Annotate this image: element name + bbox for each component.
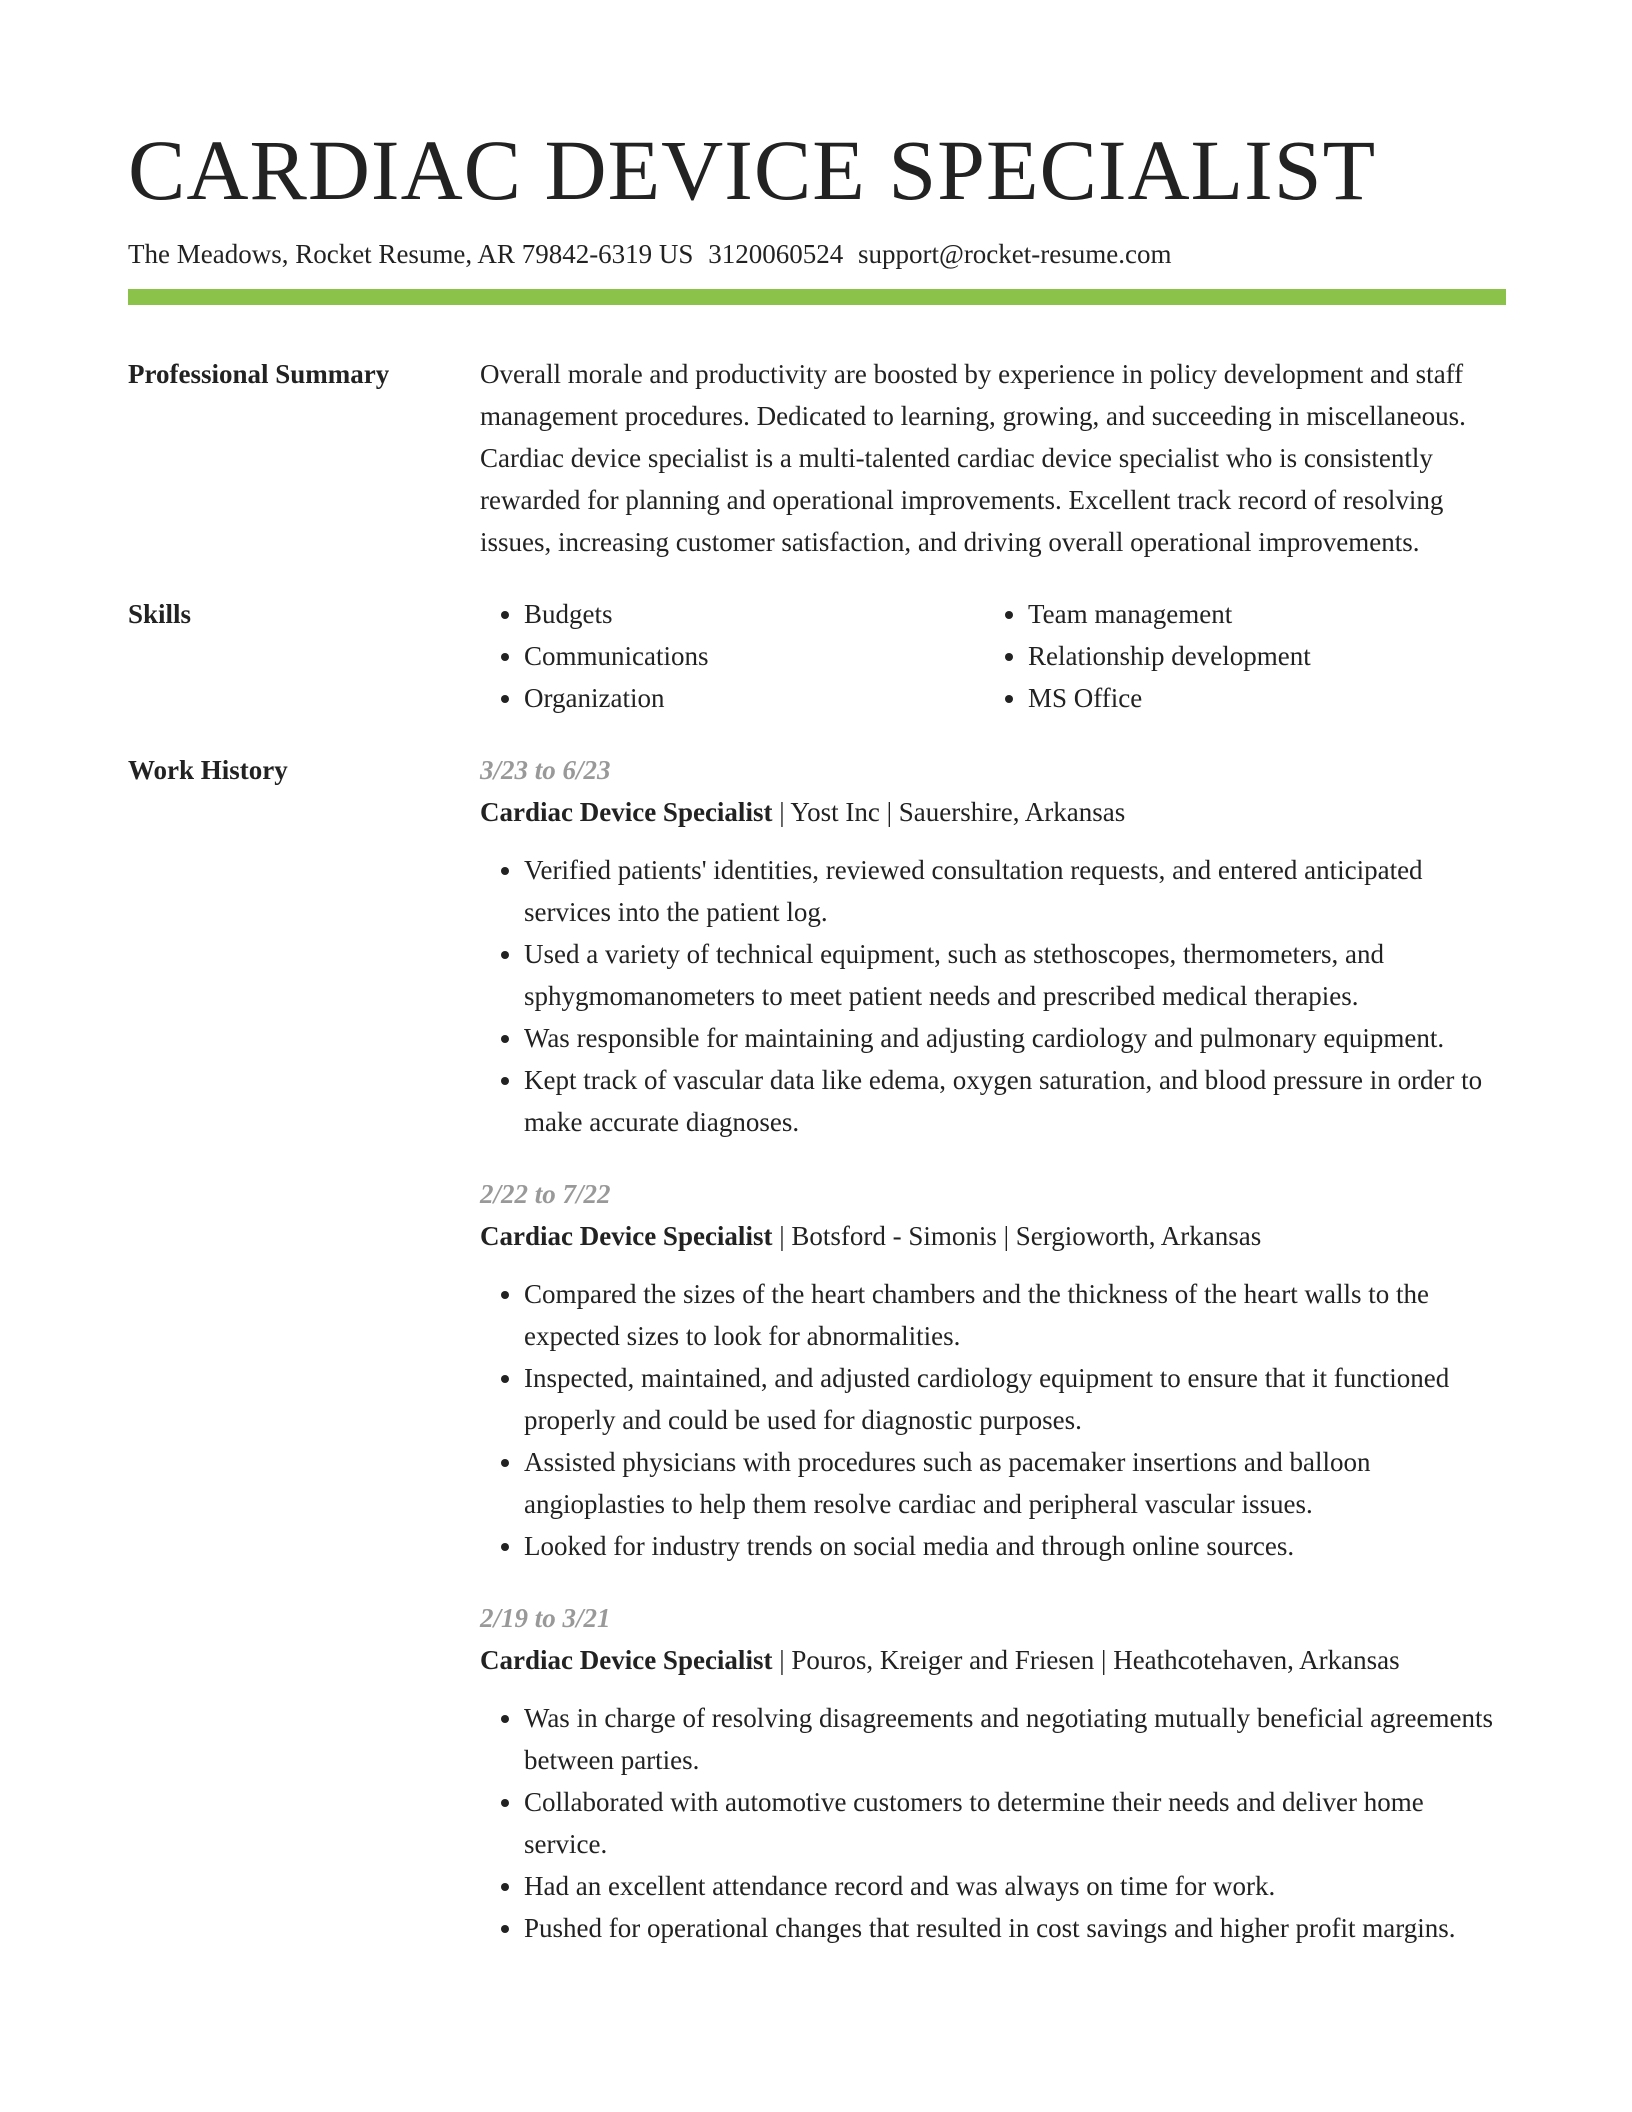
- job-title: Cardiac Device Specialist: [480, 1221, 773, 1251]
- skills-section: [128, 593, 1506, 719]
- job-entry: [480, 1173, 1506, 1567]
- job-bullet: • Compared the sizes of the heart chambers and the thickness of the heart walls to the expected sizes to look for abnormalities.: [524, 1273, 1506, 1357]
- job-header: [480, 791, 1506, 833]
- work-history-label: Work History: [128, 755, 288, 785]
- skill-item: • Budgets: [524, 593, 984, 635]
- resume-page: [128, 120, 1506, 1949]
- job-bullet: • Verified patients' identities, reviewed consultation requests, and entered anticipated services into the patient log.: [524, 849, 1506, 933]
- job-title: Cardiac Device Specialist: [480, 1645, 773, 1675]
- job-bullet: • Assisted physicians with procedures such as pacemaker insertions and balloon angioplasties to help them resolve cardiac and peripheral vascular issues.: [524, 1441, 1506, 1525]
- job-header: [480, 1639, 1506, 1681]
- resume-name: CARDIAC DEVICE SPECIALIST: [128, 122, 1377, 218]
- job-bullet: • Collaborated with automotive customers to determine their needs and deliver home service.: [524, 1781, 1506, 1865]
- job-bullets: [480, 1697, 1506, 1949]
- work-history-section: [128, 749, 1506, 1949]
- job-bullets: [480, 1273, 1506, 1567]
- job-details: | Pouros, Kreiger and Friesen | Heathcotehaven, Arkansas: [772, 1645, 1400, 1675]
- header-divider: [128, 289, 1506, 305]
- summary-label: Professional Summary: [128, 359, 390, 389]
- contact-phone: 3120060524: [708, 239, 844, 269]
- job-bullet: • Looked for industry trends on social media and through online sources.: [524, 1525, 1506, 1567]
- job-dates: 2/19 to 3/21: [480, 1603, 611, 1633]
- job-bullet: • Inspected, maintained, and adjusted cardiology equipment to ensure that it functioned properly and could be used for diagnostic purposes.: [524, 1357, 1506, 1441]
- work-history-list: [480, 749, 1506, 1949]
- job-bullets: [480, 849, 1506, 1143]
- job-bullet: • Was responsible for maintaining and adjusting cardiology and pulmonary equipment.: [524, 1017, 1506, 1059]
- skills-label: Skills: [128, 599, 192, 629]
- job-bullet: • Was in charge of resolving disagreements and negotiating mutually beneficial agreements between parties.: [524, 1697, 1506, 1781]
- skills-column-left: [480, 593, 984, 719]
- job-header: [480, 1215, 1506, 1257]
- contact-line: [128, 236, 1506, 272]
- skills-list: [480, 593, 1506, 719]
- skill-item: • Relationship development: [1028, 635, 1311, 677]
- job-details: | Botsford - Simonis | Sergioworth, Arkansas: [772, 1221, 1262, 1251]
- contact-address: The Meadows, Rocket Resume, AR 79842-6319 US: [128, 239, 694, 269]
- job-details: | Yost Inc | Sauershire, Arkansas: [772, 797, 1126, 827]
- skill-item: • Organization: [524, 677, 984, 719]
- contact-email[interactable]: support@rocket-resume.com: [857, 239, 1172, 269]
- job-entry: [480, 1597, 1506, 1949]
- summary-section: [128, 353, 1506, 563]
- skill-item: • Team management: [1028, 593, 1311, 635]
- summary-text: Overall morale and productivity are boosted by experience in policy development and staff management procedures. Dedicated to learning, growing, and succeeding in miscellaneous. Cardiac device specialist is a multi-talented cardiac device specialist who is consistently rewarded for planning and operational improvements. Excellent track record of resolving issues, increasing customer satisfaction, and driving overall operational improvements.: [480, 359, 1466, 557]
- job-bullet: • Pushed for operational changes that resulted in cost savings and higher profit margins.: [524, 1907, 1506, 1949]
- job-bullet: • Used a variety of technical equipment, such as stethoscopes, thermometers, and sphygmomanometers to meet patient needs and prescribed medical therapies.: [524, 933, 1506, 1017]
- skills-column-right: [984, 593, 1311, 719]
- job-dates: 3/23 to 6/23: [480, 755, 611, 785]
- job-bullet: • Had an excellent attendance record and was always on time for work.: [524, 1865, 1506, 1907]
- job-entry: [480, 749, 1506, 1143]
- skill-item: • MS Office: [1028, 677, 1311, 719]
- job-title: Cardiac Device Specialist: [480, 797, 773, 827]
- job-bullet: • Kept track of vascular data like edema, oxygen saturation, and blood pressure in order to make accurate diagnoses.: [524, 1059, 1506, 1143]
- skill-item: • Communications: [524, 635, 984, 677]
- job-dates: 2/22 to 7/22: [480, 1179, 611, 1209]
